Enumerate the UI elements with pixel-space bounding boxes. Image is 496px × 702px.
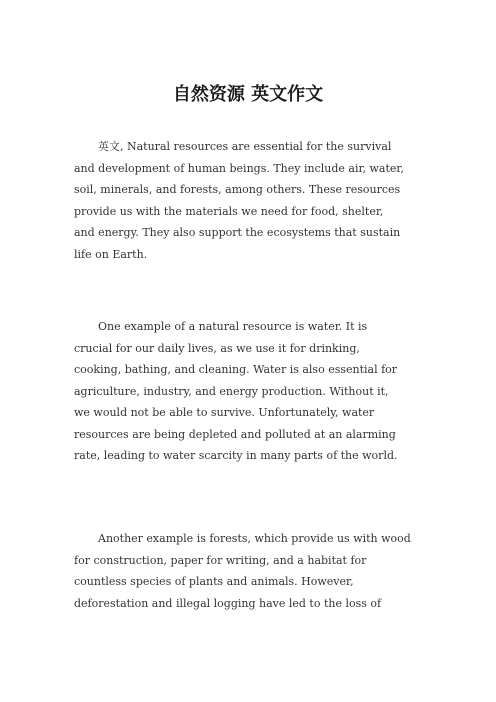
paragraph-line: provide us with the materials we need for food, shelter, [74,204,384,218]
paragraph-line: countless species of plants and animals. However, [74,575,354,588]
paragraph-line: agriculture, industry, and energy production. Without it, [74,384,389,398]
paragraph-line: we would not be able to survive. Unfortunately, water [74,406,375,419]
paragraph-line: and energy. They also support the ecosystems that sustain [74,226,401,239]
paragraph-1 [74,136,424,265]
paragraph-line: 英文, Natural resources are essential for the survival [98,140,392,153]
paragraph-line: Another example is forests, which provide us with wood [98,532,411,545]
document-title: 自然资源 英文作文 [172,84,324,105]
paragraph-line: soil, minerals, and forests, among others. These resources [74,183,401,196]
paragraph-line: cooking, bathing, and cleaning. Water is also essential for [74,363,398,376]
paragraph-line: for construction, paper for writing, and a habitat for [74,553,367,567]
paragraph-line: rate, leading to water scarcity in many parts of the world. [74,449,398,462]
paragraph-line: crucial for our daily lives, as we use it for drinking, [74,341,360,355]
paragraph-line: life on Earth. [74,247,148,261]
paragraph-line: deforestation and illegal logging have led to the loss of [74,596,382,610]
paragraph-line: and development of human beings. They include air, water, [74,161,404,175]
paragraph-line: One example of a natural resource is water. It is [98,320,368,333]
paragraph-3 [74,528,424,614]
paragraph-line: resources are being depleted and polluted at an alarming [74,427,396,441]
paragraph-2 [74,316,424,467]
